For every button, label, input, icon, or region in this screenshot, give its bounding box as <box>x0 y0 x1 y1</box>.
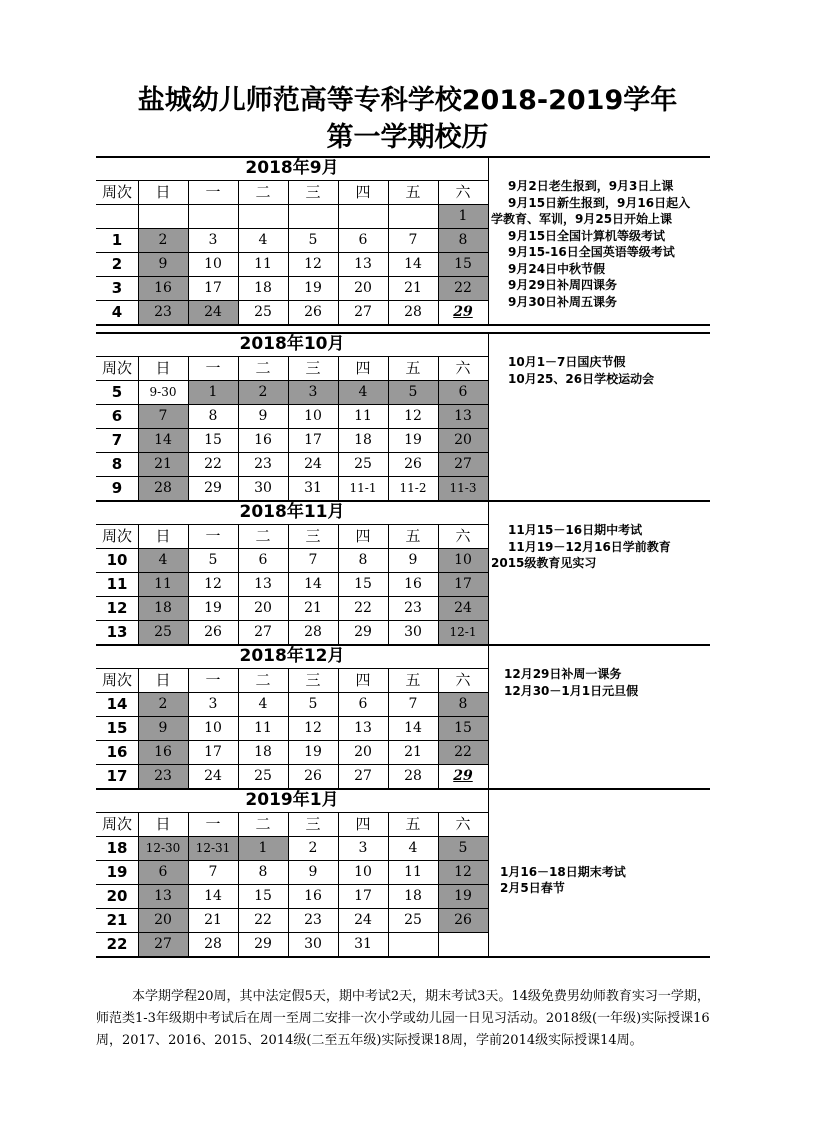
day-cell: 4 <box>408 840 418 856</box>
grid-line <box>96 956 710 958</box>
day-cell: 30 <box>254 480 272 496</box>
weekday-header: 五 <box>405 815 421 833</box>
day-cell: 3 <box>358 840 368 856</box>
month-title: 2018年12月 <box>239 646 345 666</box>
grid-line <box>238 180 239 324</box>
day-cell: 17 <box>304 432 322 448</box>
week-number: 14 <box>106 695 128 713</box>
day-cell: 9 <box>258 408 268 424</box>
day-cell: 16 <box>404 576 422 592</box>
day-cell: 6 <box>258 552 268 568</box>
grid-line <box>138 812 139 956</box>
day-cell: 12 <box>204 576 222 592</box>
weekday-header: 四 <box>355 815 371 833</box>
day-cell: 17 <box>354 888 372 904</box>
calendar-note: 1月16－18日期末考试 <box>500 864 626 879</box>
weekday-header: 二 <box>255 671 271 689</box>
day-cell: 12 <box>404 408 422 424</box>
day-cell: 12-1 <box>449 625 477 639</box>
week-number <box>96 204 138 228</box>
grid-line <box>288 668 289 788</box>
day-cell: 27 <box>254 624 272 640</box>
day-cell: 6 <box>458 384 468 400</box>
calendar-note: 10月1－7日国庆节假 <box>508 355 626 369</box>
grid-line <box>338 524 339 644</box>
grid-line <box>188 812 189 956</box>
grid-line <box>338 180 339 324</box>
weekday-header: 日 <box>155 527 171 545</box>
day-cell: 20 <box>154 912 172 928</box>
day-cell: 27 <box>354 304 372 320</box>
weekday-header: 二 <box>255 815 271 833</box>
grid-line <box>188 356 189 500</box>
weekday-header: 二 <box>255 183 271 201</box>
day-cell: 12 <box>304 720 322 736</box>
day-cell: 5 <box>458 840 468 856</box>
day-cell: 20 <box>354 280 372 296</box>
week-number: 20 <box>106 887 128 905</box>
day-cell: 26 <box>204 624 222 640</box>
day-cell: 23 <box>304 912 322 928</box>
day-cell: 15 <box>254 888 272 904</box>
day-cell: 24 <box>454 600 472 616</box>
day-cell: 21 <box>304 600 322 616</box>
grid-line <box>438 356 439 500</box>
footer-text: 本学期学程20周，其中法定假5天，期中考试2天，期末考试3天。14级免费男幼师教育实习一学期，师范类1-3年级期中考试后在周一至周二安排一次小学或幼儿园一日见习活动。2018级(一年级)实际授课16周，2017、2016、2015、2014级(二至五年级)实际授课18周，学前2014级实际授课14周。 <box>96 989 710 1048</box>
day-cell: 12 <box>454 864 472 880</box>
day-cell: 10 <box>354 864 372 880</box>
day-cell: 14 <box>204 888 222 904</box>
day-cell: 28 <box>404 768 422 784</box>
day-cell: 22 <box>204 456 222 472</box>
day-cell: 15 <box>354 576 372 592</box>
weekday-header: 三 <box>305 527 321 545</box>
day-cell: 2 <box>158 696 168 712</box>
grid-line <box>288 524 289 644</box>
week-number: 12 <box>106 599 128 617</box>
day-cell <box>288 204 338 228</box>
weekday-header: 五 <box>405 671 421 689</box>
day-cell: 19 <box>304 744 322 760</box>
week-column-header: 周次 <box>101 359 132 377</box>
day-cell: 23 <box>254 456 272 472</box>
weekday-header: 日 <box>155 359 171 377</box>
day-cell <box>188 204 238 228</box>
grid-line <box>488 332 489 500</box>
week-number: 10 <box>106 551 128 569</box>
grid-line <box>488 644 489 788</box>
day-cell: 7 <box>408 232 418 248</box>
day-cell: 15 <box>204 432 222 448</box>
calendar-note: 9月15日新生报到，9月16日起入 <box>508 195 691 210</box>
day-cell: 29 <box>453 768 473 784</box>
day-cell: 12 <box>304 256 322 272</box>
weekday-header: 日 <box>155 183 171 201</box>
weekday-header: 三 <box>305 815 321 833</box>
day-cell: 31 <box>304 480 322 496</box>
day-cell: 11-3 <box>449 481 477 495</box>
day-cell: 17 <box>454 576 472 592</box>
day-cell <box>388 932 438 956</box>
grid-line <box>338 812 339 956</box>
day-cell: 28 <box>154 480 172 496</box>
day-cell: 27 <box>354 768 372 784</box>
day-cell: 13 <box>354 720 372 736</box>
day-cell: 21 <box>154 456 172 472</box>
day-cell: 28 <box>304 624 322 640</box>
day-cell: 10 <box>454 552 472 568</box>
day-cell: 26 <box>454 912 472 928</box>
day-cell: 11 <box>404 864 422 880</box>
month-title: 2019年1月 <box>245 790 339 810</box>
grid-line <box>188 524 189 644</box>
day-cell: 23 <box>154 768 172 784</box>
day-cell: 29 <box>453 304 473 320</box>
weekday-header: 三 <box>305 359 321 377</box>
day-cell: 14 <box>304 576 322 592</box>
week-column-header: 周次 <box>101 527 132 545</box>
week-number: 5 <box>111 383 123 401</box>
day-cell: 7 <box>158 408 168 424</box>
grid-line <box>388 812 389 956</box>
weekday-header: 三 <box>305 183 321 201</box>
day-cell: 8 <box>458 232 468 248</box>
day-cell: 29 <box>254 936 272 952</box>
weekday-header: 一 <box>205 183 221 201</box>
day-cell: 11 <box>354 408 372 424</box>
day-cell: 22 <box>354 600 372 616</box>
day-cell: 17 <box>204 280 222 296</box>
day-cell: 11-1 <box>349 481 377 495</box>
day-cell: 9 <box>158 256 168 272</box>
week-number: 7 <box>111 431 123 449</box>
month-title: 2018年10月 <box>239 334 345 354</box>
day-cell: 26 <box>304 304 322 320</box>
day-cell: 29 <box>354 624 372 640</box>
day-cell: 6 <box>358 232 368 248</box>
week-number: 9 <box>111 479 123 497</box>
day-cell: 9-30 <box>149 385 177 399</box>
weekday-header: 四 <box>355 183 371 201</box>
grid-line <box>288 812 289 956</box>
day-cell: 16 <box>154 280 172 296</box>
day-cell: 21 <box>204 912 222 928</box>
grid-line <box>488 500 489 644</box>
grid-line <box>438 524 439 644</box>
day-cell: 5 <box>308 696 318 712</box>
week-column-header: 周次 <box>101 671 132 689</box>
day-cell: 30 <box>404 624 422 640</box>
calendar-note: 9月29日补周四课务 <box>508 278 618 292</box>
day-cell: 18 <box>154 600 172 616</box>
day-cell: 25 <box>254 768 272 784</box>
day-cell: 6 <box>358 696 368 712</box>
day-cell: 25 <box>254 304 272 320</box>
calendar-note: 10月25、26日学校运动会 <box>508 371 655 386</box>
day-cell: 5 <box>208 552 218 568</box>
day-cell: 4 <box>258 696 268 712</box>
day-cell: 11 <box>154 576 172 592</box>
week-number: 13 <box>106 623 128 641</box>
day-cell: 19 <box>304 280 322 296</box>
day-cell: 24 <box>204 304 222 320</box>
week-number: 16 <box>106 743 128 761</box>
weekday-header: 一 <box>205 815 221 833</box>
day-cell: 2 <box>158 232 168 248</box>
day-cell: 16 <box>304 888 322 904</box>
week-number: 17 <box>106 767 128 785</box>
weekday-header: 一 <box>205 671 221 689</box>
day-cell: 1 <box>458 208 468 224</box>
day-cell: 8 <box>208 408 218 424</box>
weekday-header: 五 <box>405 527 421 545</box>
day-cell: 4 <box>158 552 168 568</box>
weekday-header: 一 <box>205 527 221 545</box>
grid-line <box>388 524 389 644</box>
day-cell: 7 <box>208 864 218 880</box>
week-number: 22 <box>106 935 128 953</box>
day-cell: 25 <box>154 624 172 640</box>
grid-line <box>388 668 389 788</box>
week-number: 1 <box>111 231 123 249</box>
calendar-note: 11月15－16日期中考试 <box>508 523 643 537</box>
day-cell: 18 <box>254 280 272 296</box>
week-number: 15 <box>106 719 128 737</box>
day-cell: 13 <box>454 408 472 424</box>
week-number: 4 <box>111 303 123 321</box>
day-cell: 7 <box>408 696 418 712</box>
calendar-note: 2015级教育见实习 <box>491 556 597 570</box>
grid-line <box>138 356 139 500</box>
day-cell: 24 <box>354 912 372 928</box>
day-cell: 22 <box>454 744 472 760</box>
day-cell: 24 <box>304 456 322 472</box>
calendar-note: 9月30日补周五课务 <box>508 294 618 309</box>
day-cell: 14 <box>404 720 422 736</box>
week-number: 6 <box>111 407 123 425</box>
day-cell: 19 <box>454 888 472 904</box>
weekday-header: 五 <box>405 183 421 201</box>
day-cell: 2 <box>258 384 268 400</box>
calendar-note: 9月15日全国计算机等级考试 <box>508 228 666 243</box>
weekday-header: 日 <box>155 671 171 689</box>
day-cell: 14 <box>154 432 172 448</box>
grid-line <box>238 524 239 644</box>
grid-line <box>388 180 389 324</box>
grid-line <box>138 668 139 788</box>
day-cell: 4 <box>258 232 268 248</box>
weekday-header: 六 <box>455 671 471 689</box>
day-cell: 30 <box>304 936 322 952</box>
grid-line <box>438 180 439 324</box>
day-cell: 20 <box>454 432 472 448</box>
day-cell: 29 <box>204 480 222 496</box>
day-cell: 13 <box>154 888 172 904</box>
day-cell: 21 <box>404 744 422 760</box>
calendar-subtitle: 第一学期校历 <box>326 122 489 153</box>
day-cell: 25 <box>354 456 372 472</box>
day-cell: 1 <box>208 384 218 400</box>
weekday-header: 五 <box>405 359 421 377</box>
day-cell: 28 <box>404 304 422 320</box>
day-cell: 12-30 <box>145 841 181 855</box>
week-number: 3 <box>111 279 123 297</box>
day-cell: 26 <box>404 456 422 472</box>
week-number: 2 <box>111 255 123 273</box>
day-cell: 8 <box>358 552 368 568</box>
day-cell: 20 <box>254 600 272 616</box>
day-cell: 11-2 <box>399 481 427 495</box>
day-cell: 21 <box>404 280 422 296</box>
grid-line <box>488 156 489 324</box>
day-cell: 19 <box>404 432 422 448</box>
day-cell: 8 <box>258 864 268 880</box>
day-cell: 27 <box>154 936 172 952</box>
day-cell: 6 <box>158 864 168 880</box>
day-cell: 5 <box>308 232 318 248</box>
day-cell: 31 <box>354 936 372 952</box>
day-cell: 12-31 <box>195 841 231 855</box>
grid-line <box>138 524 139 644</box>
grid-line <box>238 356 239 500</box>
day-cell: 11 <box>254 256 272 272</box>
day-cell: 15 <box>454 256 472 272</box>
day-cell: 5 <box>408 384 418 400</box>
day-cell: 13 <box>254 576 272 592</box>
day-cell: 18 <box>354 432 372 448</box>
weekday-header: 二 <box>255 527 271 545</box>
day-cell: 7 <box>308 552 318 568</box>
grid-line <box>238 668 239 788</box>
day-cell: 3 <box>208 696 218 712</box>
day-cell: 16 <box>154 744 172 760</box>
week-number: 19 <box>106 863 128 881</box>
day-cell: 23 <box>154 304 172 320</box>
day-cell: 24 <box>204 768 222 784</box>
day-cell: 16 <box>254 432 272 448</box>
day-cell: 20 <box>354 744 372 760</box>
week-number: 21 <box>106 911 128 929</box>
calendar-note: 9月2日老生报到，9月3日上课 <box>508 179 674 193</box>
weekday-header: 六 <box>455 815 471 833</box>
calendar-note: 9月15-16日全国英语等级考试 <box>508 245 675 259</box>
day-cell: 17 <box>204 744 222 760</box>
day-cell: 14 <box>404 256 422 272</box>
day-cell <box>388 204 438 228</box>
weekday-header: 六 <box>455 359 471 377</box>
week-number: 18 <box>106 839 128 857</box>
grid-line <box>488 788 489 956</box>
day-cell: 18 <box>404 888 422 904</box>
day-cell: 22 <box>254 912 272 928</box>
day-cell: 15 <box>454 720 472 736</box>
day-cell: 27 <box>454 456 472 472</box>
month-title: 2018年11月 <box>239 502 345 522</box>
day-cell: 1 <box>258 840 268 856</box>
day-cell: 9 <box>158 720 168 736</box>
grid-line <box>188 668 189 788</box>
grid-line <box>438 812 439 956</box>
day-cell: 10 <box>204 256 222 272</box>
week-column-header: 周次 <box>101 183 132 201</box>
month-title: 2018年9月 <box>245 158 339 178</box>
grid-line <box>338 356 339 500</box>
day-cell: 8 <box>458 696 468 712</box>
day-cell: 25 <box>404 912 422 928</box>
calendar-note: 学教育、军训，9月25日开始上课 <box>491 212 673 226</box>
day-cell: 3 <box>308 384 318 400</box>
grid-line <box>138 180 139 324</box>
grid-line <box>388 356 389 500</box>
day-cell: 3 <box>208 232 218 248</box>
day-cell <box>438 932 488 956</box>
weekday-header: 一 <box>205 359 221 377</box>
weekday-header: 六 <box>455 183 471 201</box>
day-cell: 18 <box>254 744 272 760</box>
weekday-header: 三 <box>305 671 321 689</box>
calendar-note: 2月5日春节 <box>500 881 565 895</box>
grid-line <box>238 812 239 956</box>
calendar-title: 盐城幼儿师范高等专科学校2018-2019学年 <box>137 85 678 116</box>
grid-line <box>288 356 289 500</box>
weekday-header: 四 <box>355 527 371 545</box>
day-cell: 2 <box>308 840 318 856</box>
day-cell: 10 <box>304 408 322 424</box>
day-cell <box>138 204 188 228</box>
weekday-header: 六 <box>455 527 471 545</box>
day-cell: 13 <box>354 256 372 272</box>
day-cell: 19 <box>204 600 222 616</box>
grid-line <box>288 180 289 324</box>
footer-note <box>96 986 720 1052</box>
day-cell: 10 <box>204 720 222 736</box>
day-cell: 9 <box>408 552 418 568</box>
grid-line <box>438 668 439 788</box>
weekday-header: 四 <box>355 359 371 377</box>
weekday-header: 二 <box>255 359 271 377</box>
day-cell: 4 <box>358 384 368 400</box>
grid-line <box>188 180 189 324</box>
day-cell: 11 <box>254 720 272 736</box>
day-cell: 26 <box>304 768 322 784</box>
day-cell: 22 <box>454 280 472 296</box>
calendar-note: 9月24日中秋节假 <box>508 261 606 276</box>
week-number: 11 <box>106 575 128 593</box>
calendar-note: 12月30－1月1日元旦假 <box>504 683 639 698</box>
week-column-header: 周次 <box>101 815 132 833</box>
day-cell: 28 <box>204 936 222 952</box>
grid-line <box>96 324 710 326</box>
day-cell: 23 <box>404 600 422 616</box>
week-number: 8 <box>111 455 123 473</box>
calendar-note: 12月29日补周一课务 <box>504 667 622 681</box>
weekday-header: 四 <box>355 671 371 689</box>
grid-line <box>338 668 339 788</box>
day-cell: 9 <box>308 864 318 880</box>
day-cell <box>238 204 288 228</box>
calendar-note: 11月19－12月16日学前教育 <box>508 539 671 554</box>
day-cell <box>338 204 388 228</box>
weekday-header: 日 <box>155 815 171 833</box>
